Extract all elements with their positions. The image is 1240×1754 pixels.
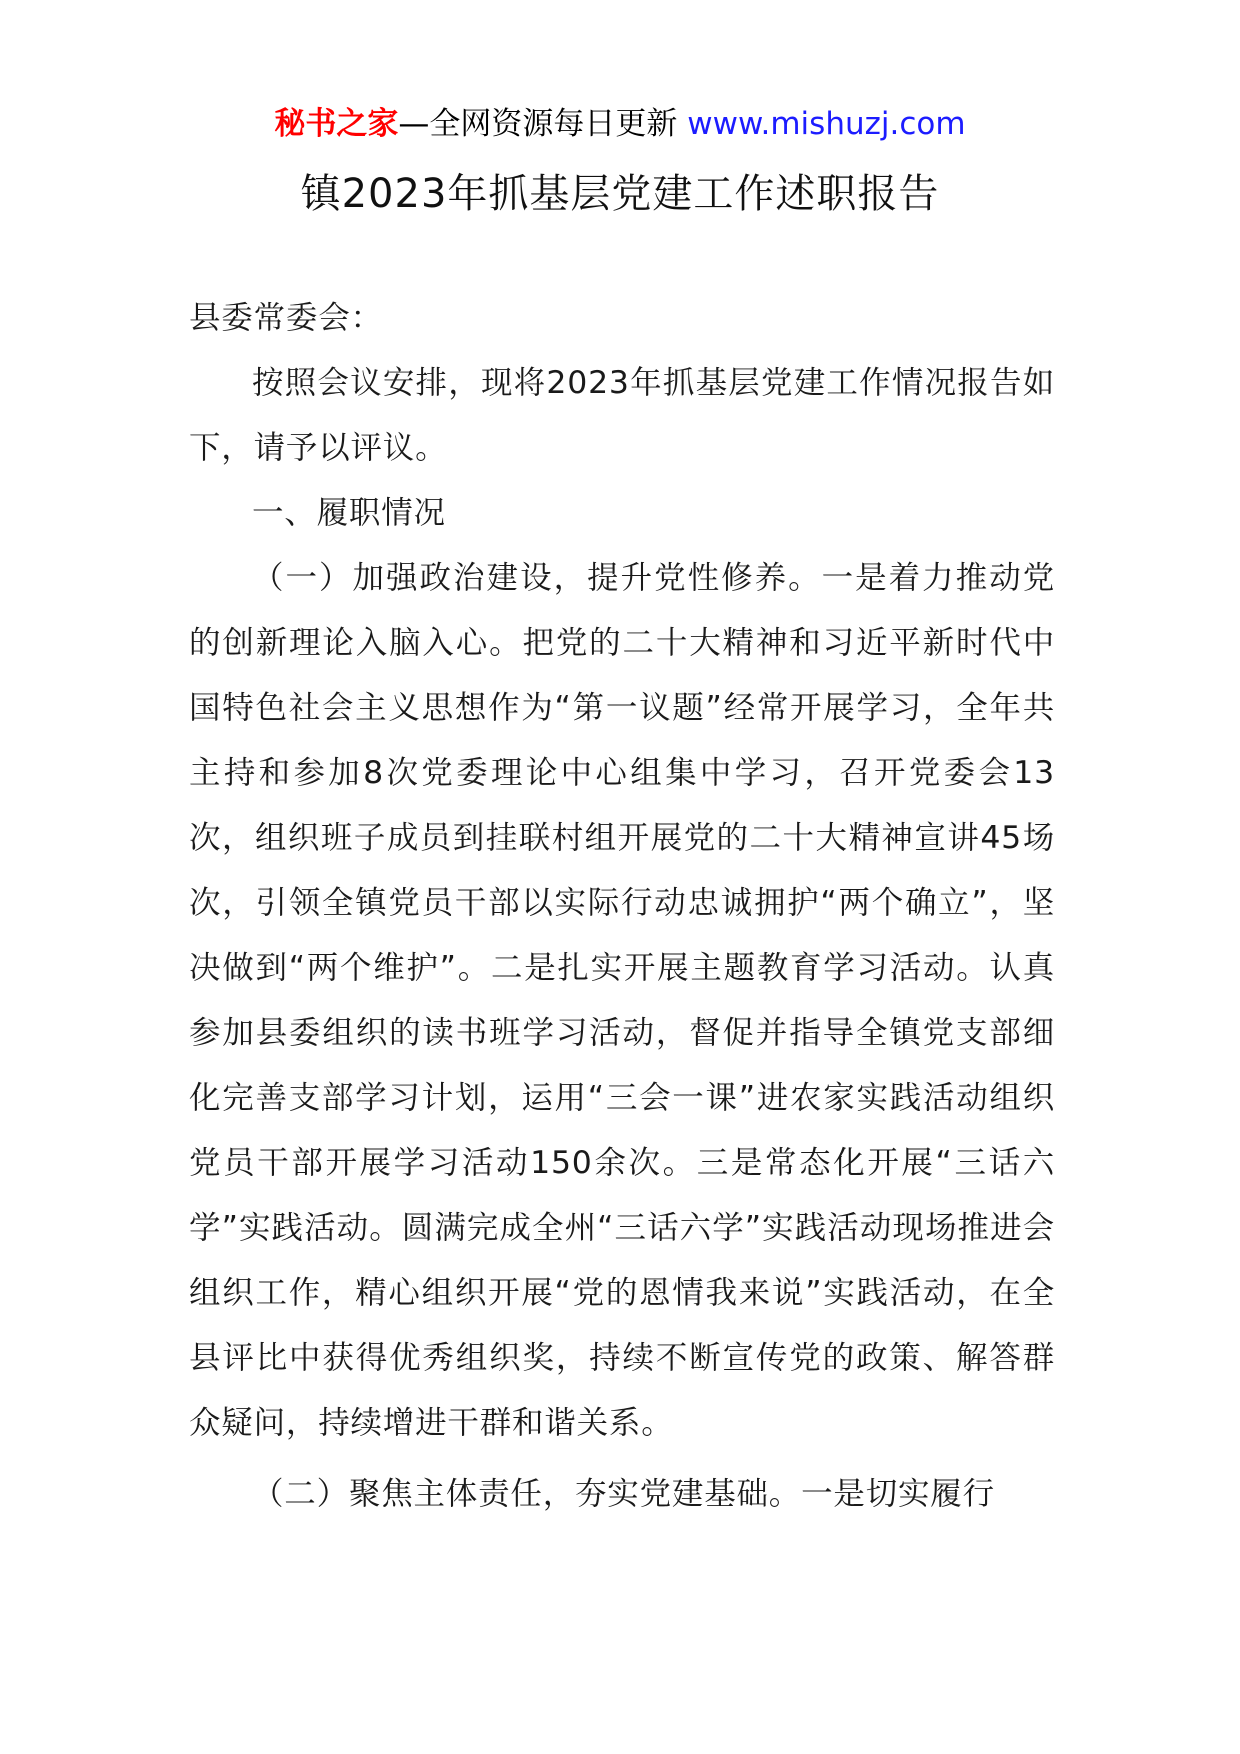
paragraph-political-building: （一）加强政治建设，提升党性修养。一是着力推动党的创新理论入脑入心。把党的二十大精神和习近平新时代中国特色社会主义思想作为“第一议题”经常开展学习，全年共主持和参加8次党委理论中心组集中学习，召开党委会13次，组织班子成员到挂联村组开展党的二十大精神宣讲45场次，引领全镇党员干部以实际行动忠诚拥护“两个确立”，坚决做到“两个维护”。二是扎实开展主题教育学习活动。认真参加县委组织的读书班学习活动，督促并指导全镇党支部细化完善支部学习计划，运用“三会一课”进农家实践活动组织党员干部开展学习活动150余次。三是常态化开展“三话六学”实践活动。圆满完成全州“三话六学”实践活动现场推进会组织工作，精心组织开展“党的恩情我来说”实践活动，在全县评比中获得优秀组织奖，持续不断宣传党的政策、解答群众疑问，持续增进干群和谐关系。 bbox=[189, 560, 1055, 1441]
site-banner bbox=[0, 102, 1240, 146]
document-title: 镇2023年抓基层党建工作述职报告 bbox=[300, 171, 940, 217]
brand-name: 秘书之家 bbox=[274, 106, 399, 142]
document-body bbox=[189, 286, 1055, 1527]
salutation: 县委常委会： bbox=[189, 300, 383, 336]
paragraph-intro: 按照会议安排，现将2023年抓基层党建工作情况报告如下，请予以评议。 bbox=[189, 365, 1055, 466]
banner-tagline: —全网资源每日更新 bbox=[398, 106, 678, 142]
section-heading: 一、履职情况 bbox=[252, 495, 446, 531]
paragraph-main-responsibility: （二）聚焦主体责任，夯实党建基础。一是切实履行 bbox=[252, 1476, 995, 1512]
site-url-link[interactable]: www.mishuzj.com bbox=[687, 106, 966, 142]
